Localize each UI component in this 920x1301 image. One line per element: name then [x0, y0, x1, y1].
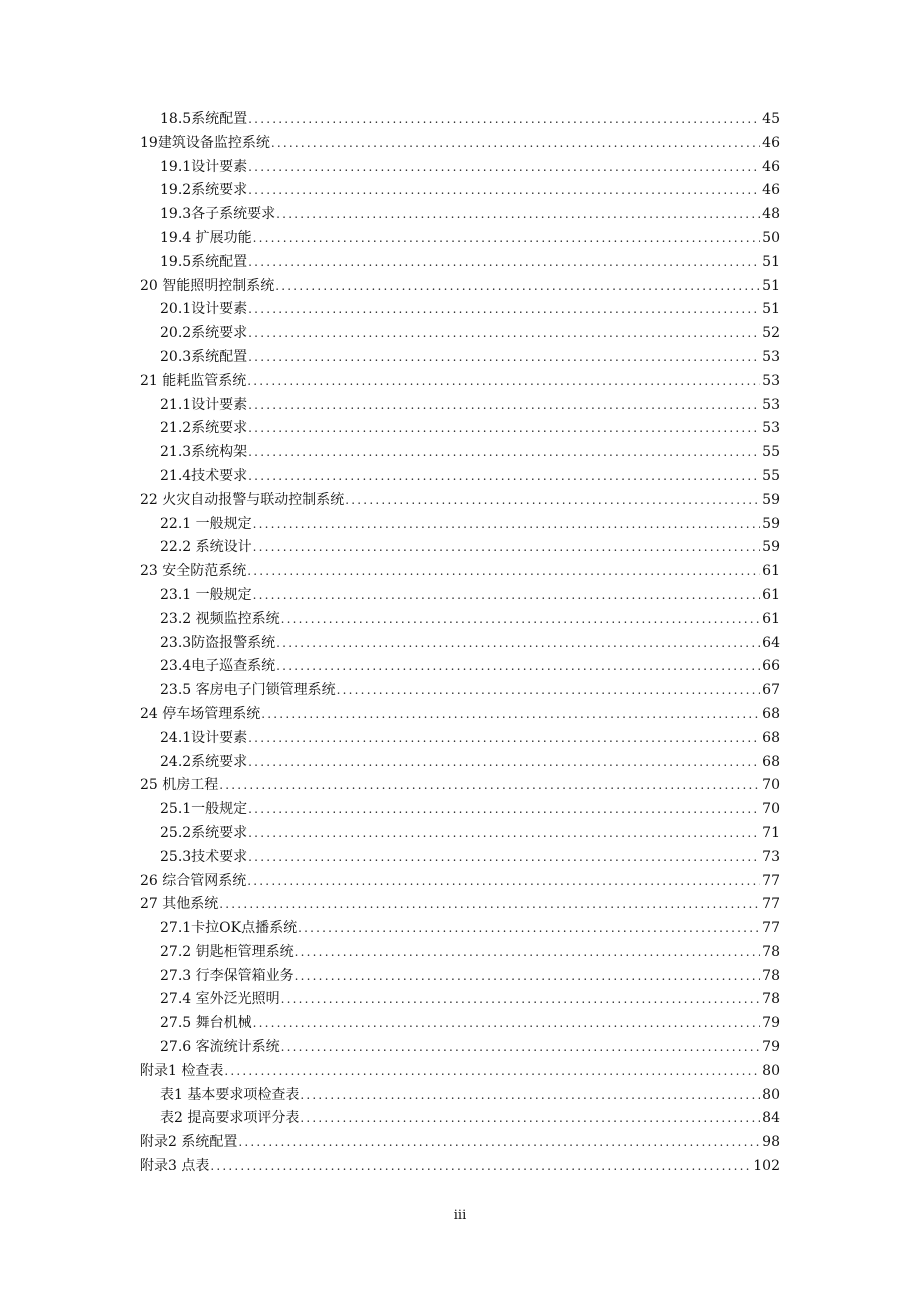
- toc-entry[interactable]: [140, 322, 780, 346]
- toc-leader-dots: [300, 1107, 760, 1131]
- toc-entry-page: 68: [762, 729, 780, 746]
- toc-leader-dots: [247, 370, 760, 394]
- toc-entry-page: 70: [762, 801, 780, 818]
- toc-leader-dots: [248, 322, 760, 346]
- toc-leader-dots: [219, 893, 760, 917]
- toc-entry-page: 53: [762, 420, 780, 437]
- toc-leader-dots: [248, 822, 760, 846]
- toc-entry-page: 61: [762, 586, 780, 603]
- toc-leader-dots: [276, 203, 760, 227]
- toc-entry-label: 20.2系统要求: [160, 325, 248, 342]
- toc-entry-page: 53: [762, 348, 780, 365]
- toc-leader-dots: [345, 489, 760, 513]
- toc-entry-label: 19.1设计要素: [160, 158, 248, 175]
- toc-leader-dots: [253, 1012, 761, 1036]
- toc-entry-label: 20 智能照明控制系统: [140, 277, 275, 294]
- toc-entry-label: 25.3技术要求: [160, 848, 248, 865]
- toc-leader-dots: [281, 1036, 761, 1060]
- toc-leader-dots: [248, 156, 760, 180]
- toc-entry-label: 23.3防盗报警系统: [160, 634, 276, 651]
- toc-entry-page: 46: [762, 134, 780, 151]
- toc-entry-page: 98: [762, 1134, 780, 1151]
- toc-leader-dots: [275, 275, 760, 299]
- toc-entry-page: 53: [762, 396, 780, 413]
- toc-leader-dots: [248, 846, 760, 870]
- toc-entry[interactable]: [140, 632, 780, 656]
- toc-entry[interactable]: [140, 1131, 780, 1155]
- toc-entry-page: 78: [762, 991, 780, 1008]
- toc-entry-page: 53: [762, 372, 780, 389]
- toc-entry-label: 表1 基本要求项检查表: [160, 1086, 300, 1103]
- toc-leader-dots: [253, 584, 761, 608]
- toc-leader-dots: [248, 441, 760, 465]
- toc-entry-label: 表2 提高要求项评分表: [160, 1110, 300, 1127]
- toc-entry[interactable]: [140, 1084, 780, 1108]
- toc-entry-label: 25.2系统要求: [160, 824, 248, 841]
- toc-entry-page: 78: [762, 943, 780, 960]
- toc-entry[interactable]: [140, 251, 780, 275]
- toc-entry-label: 27.5 舞台机械: [160, 1015, 252, 1032]
- toc-leader-dots: [248, 417, 760, 441]
- toc-entry[interactable]: [140, 1060, 780, 1084]
- toc-entry-page: 46: [762, 158, 780, 175]
- toc-entry[interactable]: [140, 560, 780, 584]
- toc-entry-label: 19.2系统要求: [160, 182, 248, 199]
- toc-entry-page: 50: [762, 229, 780, 246]
- toc-entry[interactable]: [140, 513, 780, 537]
- toc-leader-dots: [248, 298, 760, 322]
- toc-entry[interactable]: [140, 679, 780, 703]
- toc-leader-dots: [247, 560, 760, 584]
- toc-entry-page: 102: [753, 1158, 780, 1175]
- toc-entry-label: 27.4 室外泛光照明: [160, 991, 280, 1008]
- toc-entry-label: 18.5系统配置: [160, 111, 248, 127]
- toc-entry-label: 24.2系统要求: [160, 753, 248, 770]
- toc-entry-label: 23.4电子巡查系统: [160, 658, 276, 675]
- toc-entry[interactable]: [140, 1036, 780, 1060]
- toc-leader-dots: [248, 751, 760, 775]
- toc-entry-page: 80: [762, 1086, 780, 1103]
- toc-entry-page: 61: [762, 563, 780, 580]
- toc-entry-page: 73: [762, 848, 780, 865]
- toc-entry[interactable]: [140, 417, 780, 441]
- toc-entry[interactable]: [140, 441, 780, 465]
- toc-entry-label: 23 安全防范系统: [140, 563, 247, 580]
- toc-leader-dots: [281, 608, 761, 632]
- toc-entry[interactable]: [140, 346, 780, 370]
- toc-entry-page: 51: [762, 277, 780, 294]
- toc-leader-dots: [253, 513, 761, 537]
- toc-entry-label: 21.2系统要求: [160, 420, 248, 437]
- toc-entry-page: 45: [762, 111, 780, 127]
- toc-entry[interactable]: [140, 655, 780, 679]
- toc-entry-label: 21 能耗监管系统: [140, 372, 247, 389]
- toc-entry-label: 23.1 一般规定: [160, 586, 252, 603]
- toc-entry-label: 27.1卡拉OK点播系统: [160, 920, 298, 937]
- toc-entry-label: 23.5 客房电子门锁管理系统: [160, 682, 336, 699]
- toc-entry-page: 77: [762, 872, 780, 889]
- toc-entry-page: 66: [762, 658, 780, 675]
- toc-leader-dots: [261, 703, 760, 727]
- toc-entry-page: 71: [762, 824, 780, 841]
- toc-entry-page: 64: [762, 634, 780, 651]
- toc-entry[interactable]: [140, 275, 780, 299]
- toc-leader-dots: [247, 870, 760, 894]
- toc-entry-page: 59: [762, 491, 780, 508]
- toc-leader-dots: [276, 655, 760, 679]
- toc-entry-label: 22 火灾自动报警与联动控制系统: [140, 491, 345, 508]
- toc-entry-label: 26 综合管网系统: [140, 872, 247, 889]
- toc-entry-label: 27 其他系统: [140, 896, 219, 913]
- toc-entry-label: 21.1设计要素: [160, 396, 248, 413]
- toc-entry-label: 25.1一般规定: [160, 801, 248, 818]
- toc-entry[interactable]: [140, 536, 780, 560]
- toc-entry-label: 20.3系统配置: [160, 348, 248, 365]
- toc-entry-page: 70: [762, 777, 780, 794]
- toc-leader-dots: [248, 346, 760, 370]
- toc-leader-dots: [248, 251, 760, 275]
- toc-leader-dots: [276, 632, 760, 656]
- toc-entry-label: 24.1设计要素: [160, 729, 248, 746]
- toc-entry-page: 55: [762, 444, 780, 461]
- toc-leader-dots: [298, 917, 760, 941]
- toc-entry[interactable]: [140, 727, 780, 751]
- toc-entry-label: 27.6 客流统计系统: [160, 1039, 280, 1056]
- toc-entry[interactable]: [140, 156, 780, 180]
- toc-entry-page: 68: [762, 753, 780, 770]
- toc-entry-label: 22.1 一般规定: [160, 515, 252, 532]
- toc-entry[interactable]: [140, 132, 780, 156]
- toc-entry-page: 61: [762, 610, 780, 627]
- toc-entry[interactable]: [140, 774, 780, 798]
- toc-entry[interactable]: [140, 870, 780, 894]
- toc-entry-page: 51: [762, 301, 780, 318]
- table-of-contents: [140, 108, 780, 1179]
- toc-entry-label: 19.4 扩展功能: [160, 229, 252, 246]
- toc-entry-page: 79: [762, 1015, 780, 1032]
- toc-entry[interactable]: [140, 965, 780, 989]
- toc-leader-dots: [248, 108, 760, 132]
- toc-entry[interactable]: [140, 917, 780, 941]
- toc-entry-page: 79: [762, 1039, 780, 1056]
- toc-entry-page: 59: [762, 539, 780, 556]
- toc-entry[interactable]: [140, 584, 780, 608]
- toc-leader-dots: [253, 227, 761, 251]
- toc-entry[interactable]: [140, 822, 780, 846]
- toc-leader-dots: [295, 941, 761, 965]
- toc-entry-label: 附录3 点表: [140, 1158, 210, 1175]
- toc-entry[interactable]: [140, 370, 780, 394]
- toc-entry[interactable]: [140, 298, 780, 322]
- page-number: iii: [453, 1208, 467, 1223]
- toc-entry-label: 20.1设计要素: [160, 301, 248, 318]
- toc-entry[interactable]: [140, 108, 780, 132]
- toc-entry[interactable]: [140, 751, 780, 775]
- toc-entry-page: 59: [762, 515, 780, 532]
- toc-entry-page: 52: [762, 325, 780, 342]
- toc-entry[interactable]: [140, 941, 780, 965]
- toc-entry[interactable]: [140, 798, 780, 822]
- toc-entry-label: 19.5系统配置: [160, 253, 248, 270]
- toc-leader-dots: [300, 1084, 760, 1108]
- toc-entry-label: 22.2 系统设计: [160, 539, 252, 556]
- toc-leader-dots: [248, 394, 760, 418]
- toc-entry-page: 77: [762, 920, 780, 937]
- toc-entry[interactable]: [140, 703, 780, 727]
- toc-entry[interactable]: [140, 893, 780, 917]
- toc-entry-page: 55: [762, 467, 780, 484]
- toc-leader-dots: [295, 965, 761, 989]
- toc-leader-dots: [219, 774, 760, 798]
- toc-entry[interactable]: [140, 1107, 780, 1131]
- toc-entry-label: 24 停车场管理系统: [140, 705, 261, 722]
- toc-entry-page: 84: [762, 1110, 780, 1127]
- toc-entry[interactable]: [140, 846, 780, 870]
- toc-entry-label: 21.4技术要求: [160, 467, 248, 484]
- toc-entry-label: 27.2 钥匙柜管理系统: [160, 943, 294, 960]
- toc-entry-page: 51: [762, 253, 780, 270]
- toc-leader-dots: [248, 465, 760, 489]
- toc-entry-page: 78: [762, 967, 780, 984]
- toc-entry-label: 19.3各子系统要求: [160, 206, 276, 223]
- toc-entry-page: 77: [762, 896, 780, 913]
- toc-leader-dots: [281, 988, 761, 1012]
- toc-entry-page: 80: [762, 1062, 780, 1079]
- toc-entry-page: 48: [762, 206, 780, 223]
- toc-entry[interactable]: [140, 1155, 780, 1179]
- toc-entry[interactable]: [140, 203, 780, 227]
- toc-entry[interactable]: [140, 1012, 780, 1036]
- toc-entry-label: 23.2 视频监控系统: [160, 610, 280, 627]
- toc-leader-dots: [271, 132, 760, 156]
- toc-entry[interactable]: [140, 608, 780, 632]
- toc-leader-dots: [337, 679, 761, 703]
- toc-entry[interactable]: [140, 227, 780, 251]
- toc-entry-page: 46: [762, 182, 780, 199]
- toc-leader-dots: [253, 536, 761, 560]
- toc-entry[interactable]: [140, 394, 780, 418]
- toc-entry-page: 68: [762, 705, 780, 722]
- toc-entry[interactable]: [140, 465, 780, 489]
- toc-entry-label: 27.3 行李保管箱业务: [160, 967, 294, 984]
- toc-leader-dots: [248, 798, 760, 822]
- toc-entry[interactable]: [140, 489, 780, 513]
- toc-entry-label: 附录2 系统配置: [140, 1134, 238, 1151]
- toc-leader-dots: [248, 727, 760, 751]
- toc-entry-label: 19建筑设备监控系统: [140, 134, 270, 151]
- toc-leader-dots: [210, 1155, 751, 1179]
- toc-entry-label: 25 机房工程: [140, 777, 219, 794]
- toc-entry-page: 67: [762, 682, 780, 699]
- toc-leader-dots: [238, 1131, 760, 1155]
- toc-entry-label: 附录1 检查表: [140, 1062, 224, 1079]
- toc-leader-dots: [248, 179, 760, 203]
- toc-leader-dots: [224, 1060, 760, 1084]
- toc-entry[interactable]: [140, 988, 780, 1012]
- toc-entry-label: 21.3系统构架: [160, 444, 248, 461]
- toc-entry[interactable]: [140, 179, 780, 203]
